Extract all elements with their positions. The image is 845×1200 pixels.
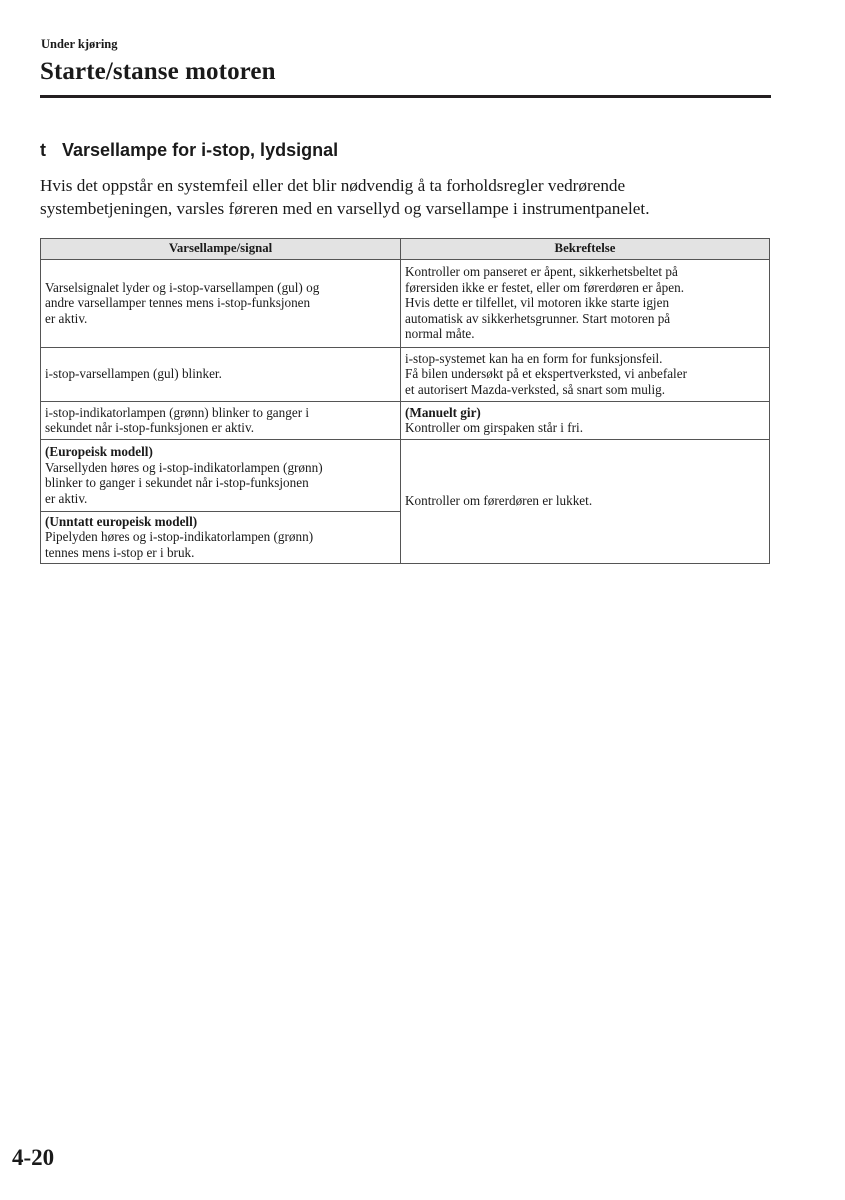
- action-line: i-stop-systemet kan ha en form for funksjonsfeil.: [405, 350, 663, 366]
- signal-cell: [41, 347, 401, 401]
- section-label: Under kjøring: [41, 37, 118, 51]
- signal-cell: [41, 511, 401, 563]
- signal-cell: [41, 401, 401, 439]
- model-label: (Unntatt europeisk modell): [45, 513, 198, 529]
- signal-line: er aktiv.: [45, 490, 88, 506]
- intro-paragraph: [40, 174, 780, 220]
- signal-cell: [41, 259, 401, 347]
- column-header-confirmation: Bekreftelse: [401, 239, 770, 260]
- page-title: Starte/stanse motoren: [40, 58, 276, 85]
- intro-line: Hvis det oppstår en systemfeil eller det blir nødvendig å ta forholdsregler vedrørende: [40, 176, 626, 195]
- action-cell: [401, 347, 770, 401]
- table-row: [41, 347, 770, 401]
- action-line: et autorisert Mazda-verksted, så snart som mulig.: [405, 381, 666, 397]
- column-header-signal: Varsellampe/signal: [41, 239, 401, 260]
- signal-line: Pipelyden høres og i-stop-indikatorlampen (grønn): [45, 529, 314, 545]
- title-divider: [40, 95, 771, 98]
- signal-line: Varselsignalet lyder og i-stop-varsellampen (gul) og: [45, 279, 320, 295]
- signal-line: er aktiv.: [45, 310, 88, 326]
- table-row: [41, 401, 770, 439]
- action-line: Få bilen undersøkt på et ekspertverksted, vi anbefaler: [405, 366, 687, 382]
- subsection-heading-text: Varsellampe for i-stop, lydsignal: [62, 140, 339, 160]
- action-line: automatisk av sikkerhetsgrunner. Start motoren på: [405, 310, 671, 326]
- model-label: (Europeisk modell): [45, 443, 153, 459]
- action-line: Kontroller om girspaken står i fri.: [405, 420, 583, 436]
- subsection-heading: [40, 140, 338, 161]
- signal-line: andre varsellamper tennes mens i-stop-funksjonen: [45, 295, 311, 311]
- table-row: [41, 439, 770, 511]
- action-line: Kontroller om førerdøren er lukket.: [405, 493, 593, 509]
- action-line: normal måte.: [405, 326, 475, 342]
- signal-line: tennes mens i-stop er i bruk.: [45, 544, 195, 560]
- action-cell: [401, 401, 770, 439]
- signal-cell: [41, 439, 401, 511]
- warning-signal-table: [40, 238, 770, 564]
- signal-line: blinker to ganger i sekundet når i-stop-funksjonen: [45, 475, 309, 491]
- page-number: 4-20: [12, 1145, 55, 1170]
- signal-line: i-stop-varsellampen (gul) blinker.: [45, 366, 222, 382]
- bullet-marker-icon: t: [40, 140, 46, 160]
- table-header-row: [41, 239, 770, 260]
- action-line: førersiden ikke er festet, eller om førerdøren er åpen.: [405, 279, 684, 295]
- action-cell: [401, 439, 770, 563]
- intro-line: systembetjeningen, varsles føreren med en varsellyd og varsellampe i instrumentpanelet.: [40, 199, 650, 218]
- signal-line: Varsellyden høres og i-stop-indikatorlampen (grønn): [45, 459, 323, 475]
- table-row: [41, 259, 770, 347]
- action-label: (Manuelt gir): [405, 404, 481, 420]
- action-line: Hvis dette er tilfellet, vil motoren ikke starte igjen: [405, 295, 670, 311]
- signal-line: i-stop-indikatorlampen (grønn) blinker to ganger i: [45, 404, 310, 420]
- signal-line: sekundet når i-stop-funksjonen er aktiv.: [45, 420, 254, 436]
- action-cell: [401, 259, 770, 347]
- action-line: Kontroller om panseret er åpent, sikkerhetsbeltet på: [405, 264, 678, 280]
